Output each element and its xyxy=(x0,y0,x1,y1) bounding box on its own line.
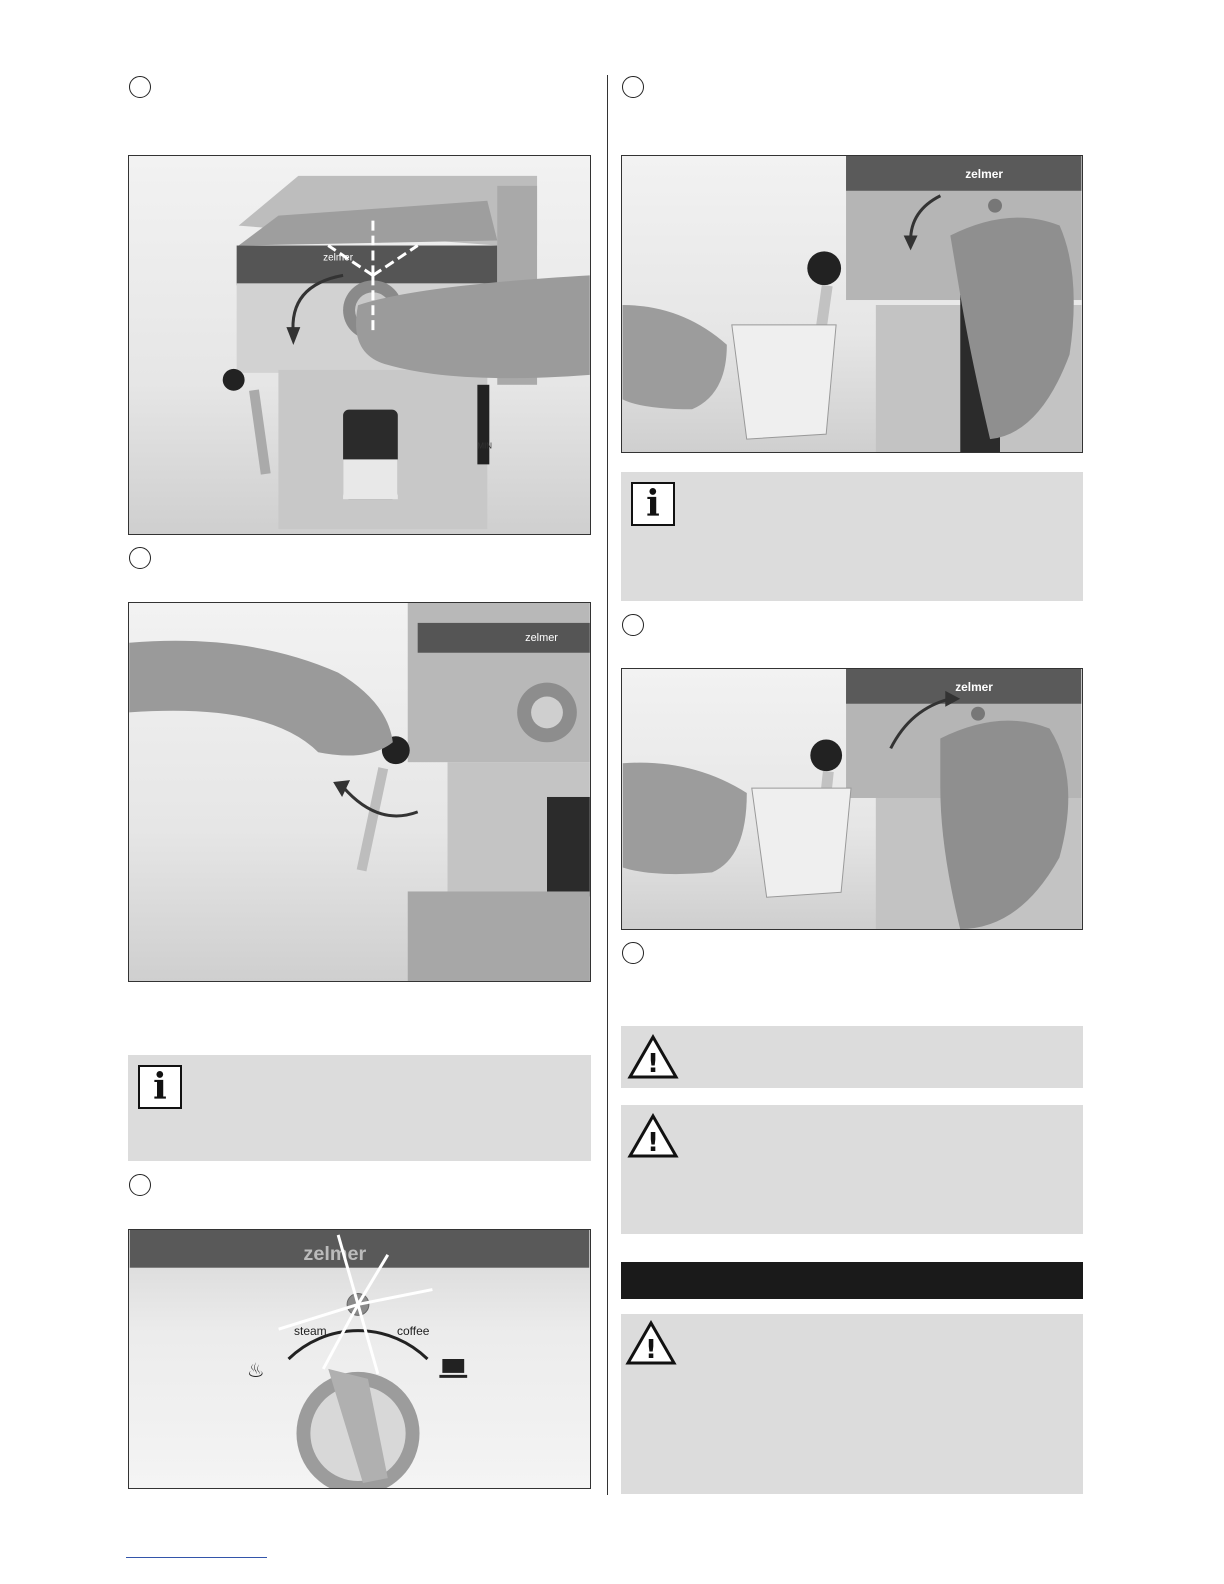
info-icon: i xyxy=(138,1065,182,1109)
cup-icon xyxy=(442,1359,464,1373)
dial-return-illustration xyxy=(622,669,1082,929)
step-marker-right-2 xyxy=(622,614,644,636)
warning-icon xyxy=(625,1320,677,1366)
photo-dial-return xyxy=(621,668,1083,930)
photo-dial-closeup xyxy=(128,1229,591,1489)
footer-rule xyxy=(126,1557,267,1558)
column-divider xyxy=(607,75,608,1495)
svg-text:!: ! xyxy=(647,1049,659,1079)
dial-label-steam: steam xyxy=(294,1324,327,1338)
steam-symbol-icon: ♨ xyxy=(246,1358,265,1382)
svg-text:!: ! xyxy=(645,1335,657,1365)
photo-swing-steam-wand xyxy=(128,602,591,982)
brand-logo: zelmer xyxy=(965,166,1003,181)
photo-frothing-milk xyxy=(621,155,1083,453)
step-marker-left-1 xyxy=(129,76,151,98)
photo-dial-turn-steam xyxy=(128,155,591,535)
warning-box-1 xyxy=(621,1026,1083,1088)
info-note-box-left xyxy=(128,1055,591,1161)
section-header-bar xyxy=(621,1262,1083,1299)
frothing-milk-illustration xyxy=(622,156,1082,452)
info-note-box-right xyxy=(621,472,1083,601)
dial-label-coffee: coffee xyxy=(397,1324,430,1338)
svg-text:!: ! xyxy=(647,1128,659,1158)
info-icon: i xyxy=(631,482,675,526)
step-marker-left-3 xyxy=(129,1174,151,1196)
warning-icon xyxy=(627,1113,679,1159)
min-marker: MIN xyxy=(477,441,492,451)
brand-logo: zelmer xyxy=(525,631,558,644)
step-marker-right-3 xyxy=(622,942,644,964)
espresso-machine-illustration xyxy=(129,156,590,534)
step-marker-right-1 xyxy=(622,76,644,98)
warning-box-3 xyxy=(621,1314,1083,1494)
warning-box-2 xyxy=(621,1105,1083,1234)
brand-logo: zelmer xyxy=(323,252,354,264)
step-marker-left-2 xyxy=(129,547,151,569)
steam-wand-illustration xyxy=(129,603,590,981)
brand-logo: zelmer xyxy=(955,679,993,694)
dial-closeup-illustration xyxy=(129,1230,590,1488)
brand-logo: zelmer xyxy=(303,1242,367,1265)
warning-icon xyxy=(627,1034,679,1080)
